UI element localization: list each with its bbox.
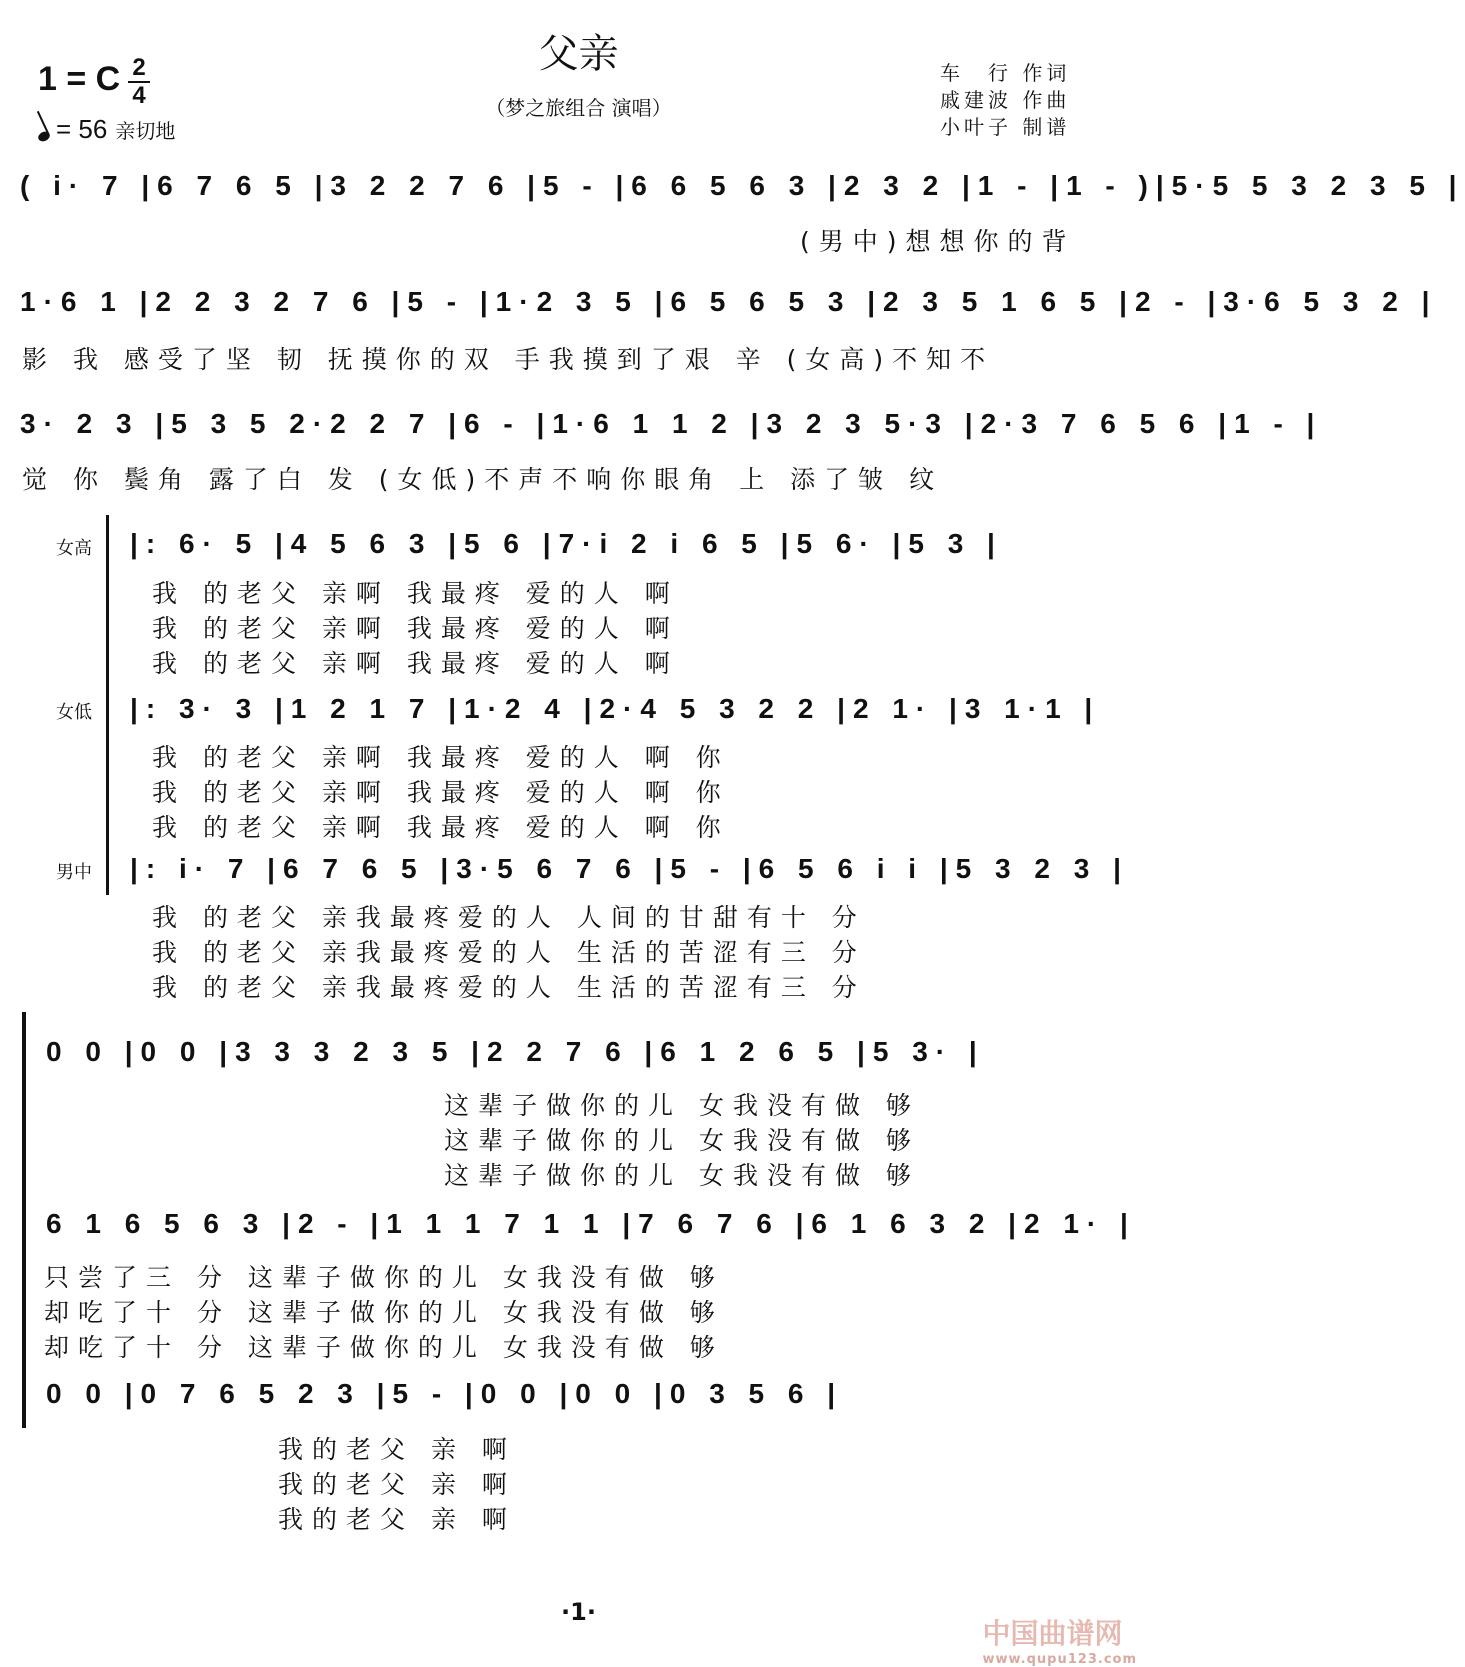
watermark-url: www.qupu123.com xyxy=(982,1652,1137,1667)
score-line-5-lyric-3: 这辈子做你的儿 女我没有做 够 xyxy=(444,1161,920,1190)
score-line-3-notes: 3· 2 3 |5 3 5 2·2 2 7 |6 - |1·6 1 1 2 |3 2 3 5·3 |2·3 7 6 5 6 |1 - | xyxy=(20,408,1323,439)
watermark-text: 中国曲谱网 xyxy=(982,1617,1123,1650)
score-line-1-notes: ( i· 7 |6 7 6 5 |3 2 2 7 6 |5 - |6 6 5 6 3 |2 3 2 |1 - |1 - )|5·5 5 3 2 3 5 | xyxy=(20,170,1465,201)
score-line-6-notes: 6 1 6 5 6 3 |2 - |1 1 1 7 1 1 |7 6 7 6 |6 1 6 3 2 |2 1· | xyxy=(46,1208,1136,1239)
soprano-lyric-3: 我 的老父 亲啊 我最疼 爱的人 啊 xyxy=(152,649,679,678)
voice-label-alto: 女低 xyxy=(56,702,92,723)
performer-subtitle: （梦之旅组合 演唱） xyxy=(485,96,672,120)
score-line-1-lyric: (男中)想想你的背 xyxy=(800,227,1076,256)
score-line-2-notes: 1·6 1 |2 2 3 2 7 6 |5 - |1·2 3 5 |6 5 6 5 3 |2 3 5 1 6 5 |2 - |3·6 5 3 2 | xyxy=(20,286,1438,317)
score-line-2-lyric: 影 我 感受了坚 韧 抚摸你的双 手我摸到了艰 辛 (女高)不知不 xyxy=(22,345,995,374)
time-signature xyxy=(128,56,150,108)
key-signature: 1 = C xyxy=(38,60,121,98)
male-notes: |: i· 7 |6 7 6 5 |3·5 6 7 6 |5 - |6 5 6 i i |5 3 2 3 | xyxy=(130,853,1129,884)
composer-credit: 戚建波 作曲 xyxy=(940,88,1071,112)
score-line-7-lyric-1: 我的老父 亲 啊 xyxy=(278,1435,516,1464)
system-bracket xyxy=(106,515,109,895)
score-line-5-lyric-1: 这辈子做你的儿 女我没有做 够 xyxy=(444,1091,920,1120)
score-line-5-notes: 0 0 |0 0 |3 3 3 2 3 5 |2 2 7 6 |6 1 2 6 5 |5 3· | xyxy=(46,1036,985,1067)
alto-notes: |: 3· 3 |1 2 1 7 |1·2 4 |2·4 5 3 2 2 |2 1· |3 1·1 | xyxy=(130,693,1101,724)
lyricist-credit: 车 行 作词 xyxy=(940,61,1071,85)
transcriber-credit: 小叶子 制谱 xyxy=(940,115,1071,139)
male-lyric-3: 我 的老父 亲我最疼爱的人 生活的苦涩有三 分 xyxy=(152,973,866,1002)
soprano-lyric-2: 我 的老父 亲啊 我最疼 爱的人 啊 xyxy=(152,614,679,643)
score-line-6-lyric-3: 却吃了十 分 这辈子做你的儿 女我没有做 够 xyxy=(44,1333,724,1362)
alto-lyric-3: 我 的老父 亲啊 我最疼 爱的人 啊 你 xyxy=(152,813,730,842)
score-line-7-lyric-2: 我的老父 亲 啊 xyxy=(278,1470,516,1499)
voice-label-male: 男中 xyxy=(56,862,92,883)
tempo-value: = 56 xyxy=(56,114,108,144)
watermark-logo xyxy=(982,1612,1137,1667)
alto-lyric-2: 我 的老父 亲啊 我最疼 爱的人 啊 你 xyxy=(152,778,730,807)
song-title: 父亲 xyxy=(538,31,619,77)
score-line-5-lyric-2: 这辈子做你的儿 女我没有做 够 xyxy=(444,1126,920,1155)
meter-top: 2 xyxy=(132,54,146,81)
score-line-3-lyric: 觉 你 鬓角 露了白 发 (女低)不声不响你眼角 上 添了皱 纹 xyxy=(22,465,944,494)
score-line-6-lyric-1: 只尝了三 分 这辈子做你的儿 女我没有做 够 xyxy=(44,1263,724,1292)
voice-label-soprano: 女高 xyxy=(56,538,92,559)
male-lyric-1: 我 的老父 亲我最疼爱的人 人间的甘甜有十 分 xyxy=(152,903,866,932)
expression-mark: 亲切地 xyxy=(115,121,176,143)
credits xyxy=(940,60,1070,141)
tempo-marking xyxy=(38,114,175,145)
system-bracket-2 xyxy=(22,1012,26,1428)
score-line-6-lyric-2: 却吃了十 分 这辈子做你的儿 女我没有做 够 xyxy=(44,1298,724,1327)
male-lyric-2: 我 的老父 亲我最疼爱的人 生活的苦涩有三 分 xyxy=(152,938,866,967)
quarter-note-icon xyxy=(37,130,52,143)
score-line-7-notes: 0 0 |0 7 6 5 2 3 |5 - |0 0 |0 0 |0 3 5 6 | xyxy=(46,1378,844,1409)
score-line-7-lyric-3: 我的老父 亲 啊 xyxy=(278,1505,516,1534)
soprano-lyric-1: 我 的老父 亲啊 我最疼 爱的人 啊 xyxy=(152,579,679,608)
meter-bottom: 4 xyxy=(132,82,146,109)
soprano-notes: |: 6· 5 |4 5 6 3 |5 6 |7·i 2 i 6 5 |5 6· |5 3 | xyxy=(130,528,1003,559)
alto-lyric-1: 我 的老父 亲啊 我最疼 爱的人 啊 你 xyxy=(152,743,730,772)
page-number: ·1· xyxy=(561,1598,596,1626)
